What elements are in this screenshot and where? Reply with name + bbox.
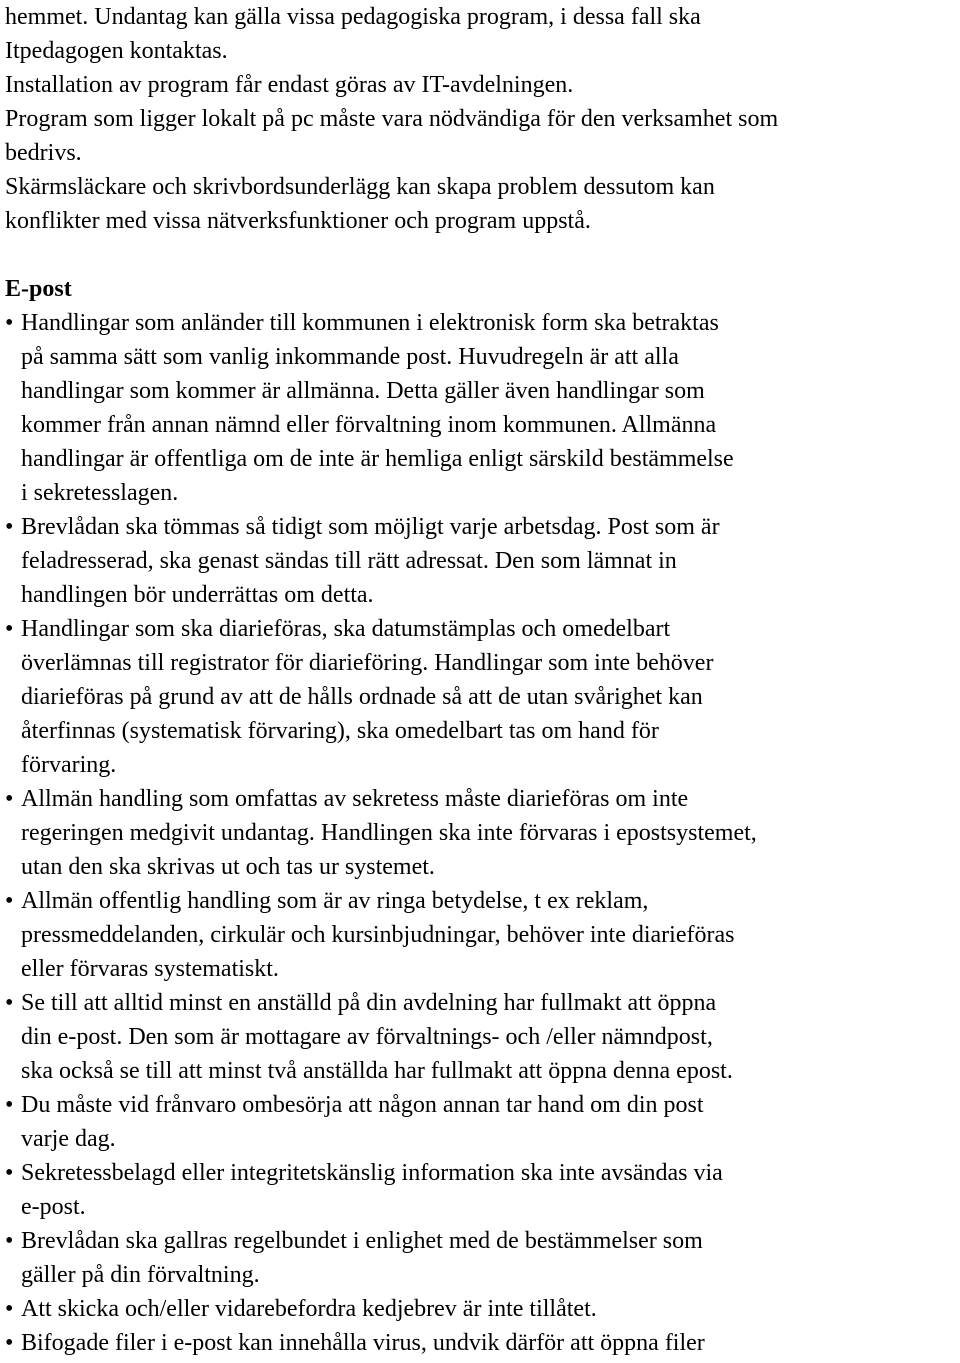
bullet-icon: •: [5, 514, 14, 540]
list-item-text: Handlingar som anländer till kommunen i elektronisk form ska betraktas på samma sätt som vanlig inkommande post. Huvudregeln är att alla handlingar som kommer är allmänna. Detta gäller även handlingar som kommer från annan nämnd eller förvaltning inom kommunen. Allmänna handlingar är offentliga om de inte är hemliga enligt särskild bestämmelse i sekretesslagen.: [21, 310, 734, 506]
list-item: [5, 1224, 955, 1292]
email-section-heading: E-post: [5, 276, 72, 302]
list-item-text: Allmän handling som omfattas av sekretess måste diarieföras om inte regeringen medgivit undantag. Handlingen ska inte förvaras i epostsystemet, utan den ska skrivas ut och tas ur systemet.: [21, 786, 757, 880]
list-item: [5, 884, 955, 986]
list-item-text: Att skicka och/eller vidarebefordra kedjebrev är inte tillåtet.: [21, 1296, 597, 1322]
document-page: [5, 0, 955, 1360]
list-item-text: Du måste vid frånvaro ombesörja att någon annan tar hand om din post varje dag.: [21, 1092, 704, 1152]
bullet-icon: •: [5, 888, 14, 914]
bullet-icon: •: [5, 616, 14, 642]
list-item-text: Allmän offentlig handling som är av ringa betydelse, t ex reklam, pressmeddelanden, cirkulär och kursinbjudningar, behöver inte diarieföras eller förvaras systematiskt.: [21, 888, 735, 982]
bullet-icon: •: [5, 1330, 14, 1356]
list-item-text: Brevlådan ska tömmas så tidigt som möjligt varje arbetsdag. Post som är feladresserad, ska genast sändas till rätt adressat. Den som lämnat in handlingen bör underrättas om detta.: [21, 514, 720, 608]
list-item: [5, 782, 955, 884]
bullet-icon: •: [5, 1296, 14, 1322]
list-item: [5, 306, 955, 510]
bullet-icon: •: [5, 990, 14, 1016]
list-item-text: Bifogade filer i e-post kan innehålla virus, undvik därför att öppna filer: [21, 1330, 705, 1356]
email-rules-list: [5, 306, 955, 1360]
bullet-icon: •: [5, 786, 14, 812]
intro-paragraph-1: hemmet. Undantag kan gälla vissa pedagogiska program, i dessa fall ska Itpedagogen kontaktas.: [5, 4, 701, 64]
list-item: [5, 510, 955, 612]
intro-section: [5, 0, 955, 238]
list-item-text: Handlingar som ska diarieföras, ska datumstämplas och omedelbart överlämnas till registrator för diarieföring. Handlingar som inte behöver diarieföras på grund av att de hålls ordnade så att de utan svårighet kan återfinnas (systematisk förvaring), ska omedelbart tas om hand för förvaring.: [21, 616, 714, 778]
list-item: [5, 1292, 955, 1326]
bullet-icon: •: [5, 1092, 14, 1118]
list-item: [5, 1326, 955, 1360]
intro-paragraph-2: Installation av program får endast göras av IT-avdelningen.: [5, 72, 574, 98]
list-item: [5, 986, 955, 1088]
bullet-icon: •: [5, 310, 14, 336]
list-item: [5, 612, 955, 782]
list-item: [5, 1088, 955, 1156]
intro-paragraph-3: Program som ligger lokalt på pc måste vara nödvändiga för den verksamhet som bedrivs.: [5, 106, 779, 166]
list-item: [5, 1156, 955, 1224]
intro-paragraph-4: Skärmsläckare och skrivbordsunderlägg kan skapa problem dessutom kan konflikter med vissa nätverksfunktioner och program uppstå.: [5, 174, 715, 234]
bullet-icon: •: [5, 1160, 14, 1186]
list-item-text: Se till att alltid minst en anställd på din avdelning har fullmakt att öppna din e-post. Den som är mottagare av förvaltnings- och /eller nämndpost, ska också se till att minst två anställda har fullmakt att öppna denna epost.: [21, 990, 733, 1084]
list-item-text: Sekretessbelagd eller integritetskänslig information ska inte avsändas via e-post.: [21, 1160, 723, 1220]
bullet-icon: •: [5, 1228, 14, 1254]
list-item-text: Brevlådan ska gallras regelbundet i enlighet med de bestämmelser som gäller på din förvaltning.: [21, 1228, 703, 1288]
